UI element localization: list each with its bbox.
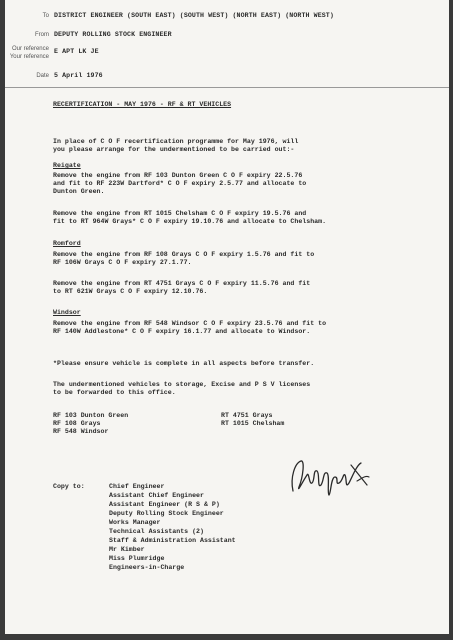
copy-to-item: Works Manager: [109, 519, 161, 526]
romford-p2-line-2: to RT 621W Grays C O F expiry 12.10.76.: [53, 288, 208, 295]
copy-to-item: Engineers-in-Charge: [109, 564, 185, 571]
vehicle-left-3: RF 548 Windsor: [53, 428, 109, 435]
windsor-p1-line-2: RF 140W Addlestone* C O F expiry 16.1.77 and allocate to Windsor.: [53, 328, 311, 335]
subject-line: RECERTIFICATION - MAY 1976 - RF & RT VEHICLES: [53, 101, 232, 108]
reigate-p2-line-2: fit to RT 964W Grays* C O F expiry 19.10.76 and allocate to Chelsham.: [53, 218, 327, 225]
your-reference-label: Your reference: [9, 54, 49, 60]
storage-line-1: The undermentioned vehicles to storage, Excise and P S V licenses: [53, 381, 311, 388]
date-value: 5 April 1976: [54, 72, 103, 79]
copy-to-item: Assistant Chief Engineer: [109, 492, 204, 499]
vehicle-left-2: RF 108 Grays: [53, 420, 101, 427]
date-label: Date: [36, 73, 49, 79]
reference-value: E APT LK JE: [54, 48, 99, 55]
transfer-note: *Please ensure vehicle is complete in all aspects before transfer.: [53, 360, 315, 367]
windsor-p1-line-1: Remove the engine from RF 548 Windsor C O F expiry 23.5.76 and fit to: [53, 320, 327, 327]
reigate-p1-line-1: Remove the engine from RF 103 Dunton Green C O F expiry 22.5.76: [53, 172, 303, 179]
copy-to-item: Technical Assistants (2): [109, 528, 204, 535]
to-value: DISTRICT ENGINEER (SOUTH EAST) (SOUTH WEST) (NORTH EAST) (NORTH WEST): [54, 12, 334, 19]
copy-to-item: Chief Engineer: [109, 483, 165, 490]
copy-to-label: Copy to:: [53, 483, 85, 490]
reigate-p2-line-1: Remove the engine from RT 1015 Chelsham C O F expiry 19.5.76 and: [53, 210, 307, 217]
romford-p2-line-1: Remove the engine from RT 4751 Grays C O F expiry 11.5.76 and fit: [53, 280, 311, 287]
section-heading-reigate: Reigate: [53, 162, 81, 169]
vehicle-left-1: RF 103 Dunton Green: [53, 412, 129, 419]
from-value: DEPUTY ROLLING STOCK ENGINEER: [54, 31, 172, 38]
header-divider: [5, 87, 449, 88]
copy-to-item: Deputy Rolling Stock Engineer: [109, 510, 224, 517]
copy-to-item: Assistant Engineer (R S & P): [109, 501, 220, 508]
section-heading-romford: Romford: [53, 240, 81, 247]
vehicle-right-2: RT 1015 Chelsham: [221, 420, 285, 427]
reigate-p1-line-2: and fit to RF 223W Dartford* C O F expiry 2.5.77 and allocate to: [53, 180, 307, 187]
intro-line-2: you please arrange for the undermentioned to be carried out:-: [53, 146, 295, 153]
from-label: From: [35, 32, 49, 38]
copy-to-item: Staff & Administration Assistant: [109, 537, 236, 544]
handwritten-signature: [287, 455, 373, 497]
vehicle-right-1: RT 4751 Grays: [221, 412, 273, 419]
copy-to-item: Mr Kimber: [109, 546, 145, 553]
reigate-p1-line-3: Dunton Green.: [53, 188, 105, 195]
our-reference-label: Our reference: [11, 46, 49, 52]
memo-page: [5, 0, 449, 634]
romford-p1-line-1: Remove the engine from RF 108 Grays C O F expiry 1.5.76 and fit to: [53, 251, 315, 258]
copy-to-item: Miss Plumridge: [109, 555, 165, 562]
romford-p1-line-2: RF 106W Grays C O F expiry 27.1.77.: [53, 259, 192, 266]
intro-line-1: In place of C O F recertification programme for May 1976, will: [53, 138, 299, 145]
storage-line-2: to be forwarded to this office.: [53, 389, 176, 396]
to-label: To: [42, 13, 49, 19]
section-heading-windsor: Windsor: [53, 309, 81, 316]
